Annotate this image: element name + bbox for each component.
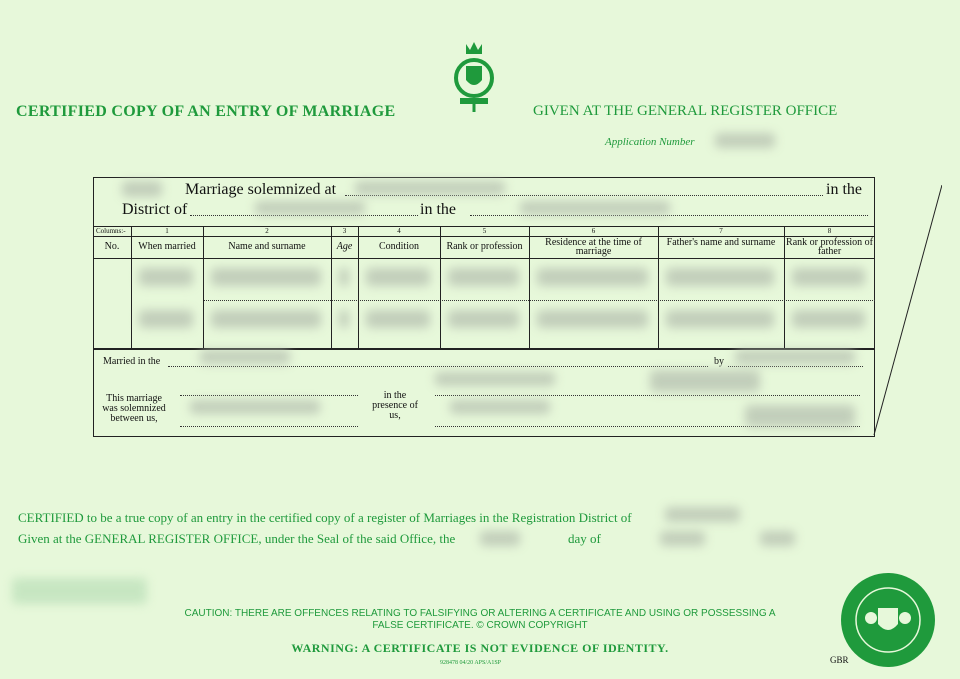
certification-line-1: CERTIFIED to be a true copy of an entry in the certified copy of a register of Marriages in the Registration District of (18, 510, 632, 525)
column-header: Condition (378, 241, 419, 252)
redacted-place (355, 181, 505, 195)
redacted-witness-4 (745, 405, 855, 427)
warning-text: WARNING: A CERTIFICATE IS NOT EVIDENCE OF IDENTITY. (291, 641, 669, 655)
redacted-witness-1 (435, 372, 555, 386)
redacted-cell (792, 268, 865, 286)
redacted-cell (448, 310, 519, 328)
column-number: 8 (827, 227, 832, 235)
column-header: When married (138, 241, 196, 252)
column-header: Residence at the time of marriage (545, 237, 642, 257)
in-the-label: in the (826, 181, 862, 198)
country-code: GBR (830, 655, 849, 665)
redacted-county (520, 201, 670, 215)
column-header: Age (336, 241, 353, 252)
redacted-year (760, 531, 795, 546)
in-the-label-2: in the (420, 201, 456, 218)
redacted-spouse-signatures (190, 400, 320, 414)
redacted-witness-3 (650, 370, 760, 392)
caution-text: CAUTION: THERE ARE OFFENCES RELATING TO FALSIFYING OR ALTERING A CERTIFICATE AND USING OR POSSESSING A FALSE CERTIFICATE. © CROWN COPYRIGHT (184, 608, 776, 631)
redacted-cell (537, 310, 648, 328)
district-of-label: District of (122, 201, 188, 218)
register-entry-box (93, 177, 875, 437)
column-header: No. (104, 241, 120, 252)
redacted-cell (666, 268, 774, 286)
column-number: 3 (342, 227, 347, 235)
royal-crest-icon (452, 40, 496, 116)
column-number: 2 (265, 227, 269, 235)
form-code: 928478 04/20 APS/A1SP (440, 660, 502, 666)
by-label: by (714, 356, 724, 367)
column-header: Rank or profession (446, 241, 523, 252)
redacted-cell (792, 310, 865, 328)
certification-line-2: Given at the GENERAL REGISTER OFFICE, under the Seal of the said Office, the (18, 531, 456, 546)
redacted-church (200, 350, 290, 364)
redacted-cell (537, 268, 648, 286)
redacted-cell (139, 268, 193, 286)
redacted-cell (666, 310, 774, 328)
columns-label: Columns:- (96, 227, 126, 235)
redacted-signature (12, 578, 147, 604)
column-header: Name and surname (228, 241, 306, 252)
column-header: Rank or profession of father (786, 237, 873, 257)
married-in-label: Married in the (103, 356, 161, 367)
redacted-entry-number (122, 181, 162, 197)
certificate-title: CERTIFIED COPY OF AN ENTRY OF MARRIAGE (16, 103, 396, 120)
redacted-officiant (735, 350, 855, 364)
column-number: 1 (165, 227, 169, 235)
application-number-label: Application Number (605, 136, 695, 148)
redacted-cell (211, 268, 321, 286)
column-number: 5 (482, 227, 487, 235)
redacted-witness-2 (450, 400, 550, 414)
diagonal-cancel-line (872, 185, 942, 435)
redacted-cell (139, 310, 193, 328)
given-at-heading: GIVEN AT THE GENERAL REGISTER OFFICE (533, 103, 838, 119)
solemnized-between-label: This marriage was solemnized between us, (102, 393, 166, 424)
redacted-day (480, 531, 520, 546)
redacted-application-number (715, 133, 775, 148)
redacted-cell (448, 268, 519, 286)
redacted-district (255, 201, 365, 215)
marriage-solemnized-label: Marriage solemnized at (185, 181, 337, 198)
column-number: 4 (397, 227, 401, 235)
redacted-cell (211, 310, 321, 328)
redacted-registration-district (665, 507, 740, 522)
day-of-label: day of (568, 531, 601, 546)
general-register-office-seal-icon (833, 570, 943, 670)
redacted-cell (366, 310, 430, 328)
redacted-cell (339, 310, 349, 328)
in-presence-label: in the presence of us, (372, 390, 418, 421)
redacted-month (660, 531, 705, 546)
redacted-cell (339, 268, 349, 286)
column-header: Father's name and surname (666, 237, 776, 248)
column-number: 6 (591, 227, 596, 235)
redacted-cell (366, 268, 430, 286)
column-number: 7 (719, 227, 723, 235)
